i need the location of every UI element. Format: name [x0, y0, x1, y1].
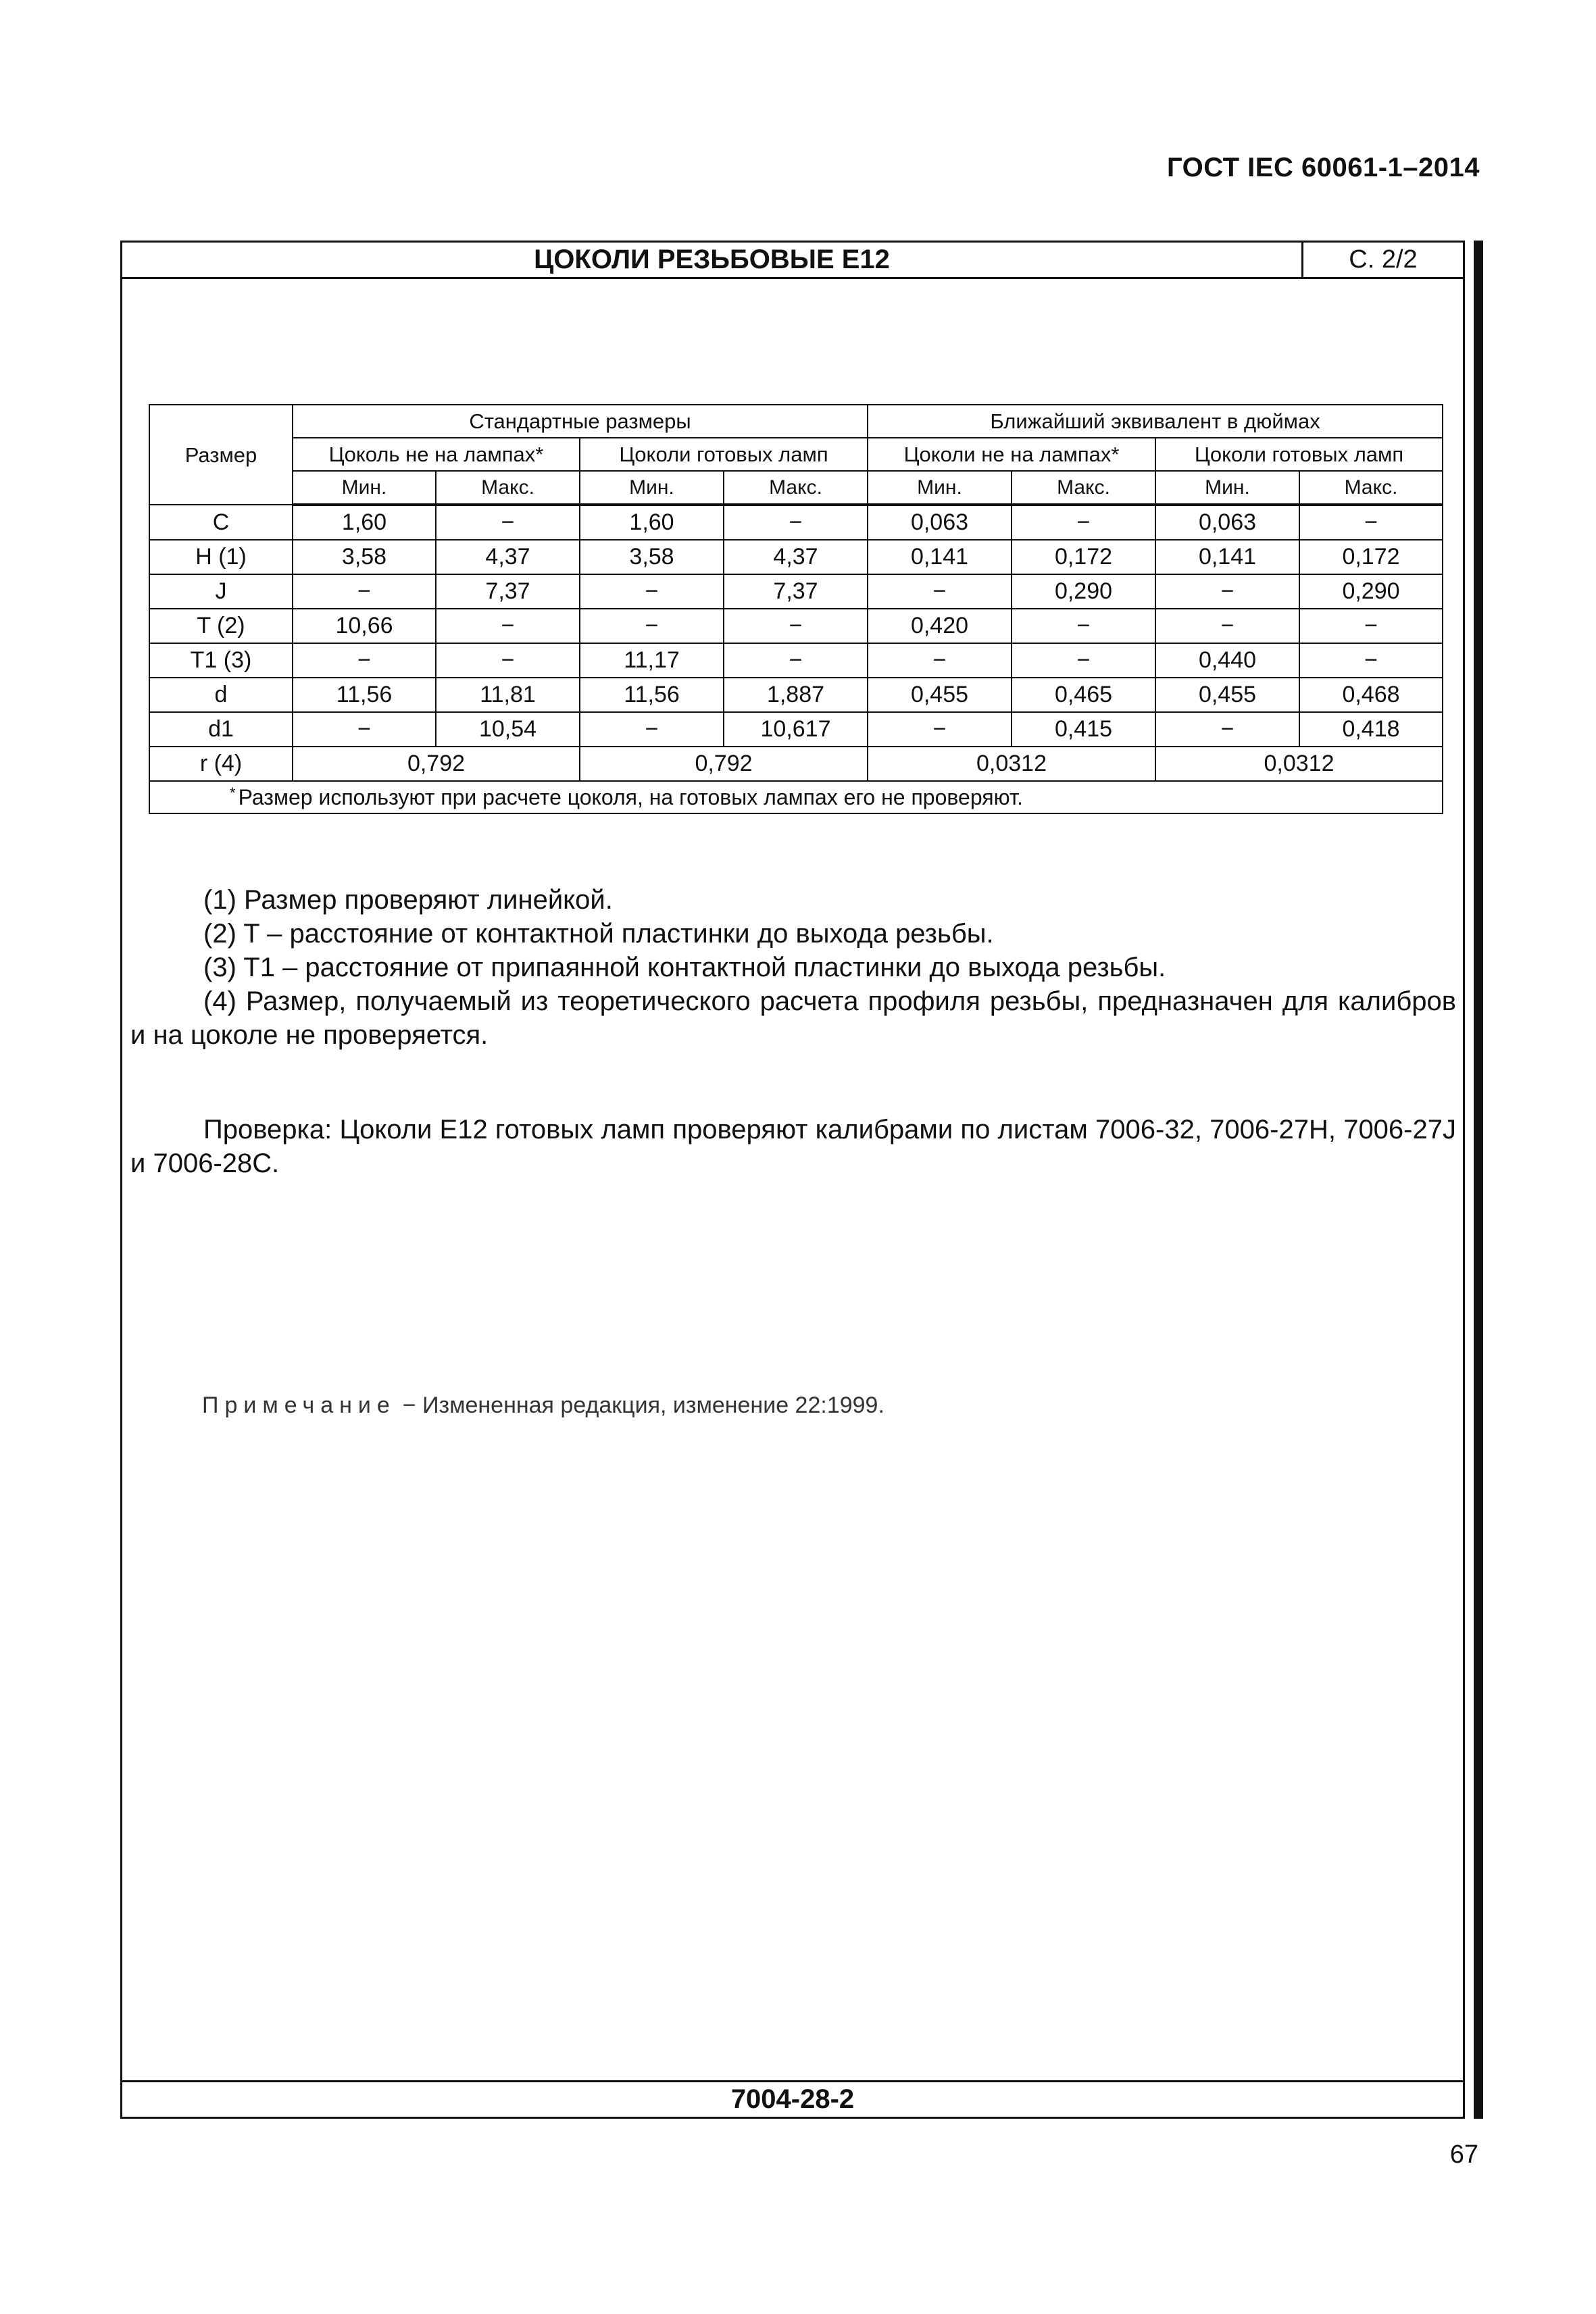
table-cell: T1 (3) — [149, 643, 293, 678]
table-row — [149, 609, 1443, 643]
table-cell: − — [868, 574, 1012, 609]
table-cell: 0,063 — [868, 505, 1012, 540]
sheet-frame — [120, 241, 1465, 2119]
table-row — [149, 643, 1443, 678]
table-cell: − — [1155, 574, 1299, 609]
table-cell: 0,465 — [1012, 678, 1155, 712]
table-cell: − — [724, 505, 868, 540]
table-body — [149, 505, 1443, 747]
table-cell: − — [868, 643, 1012, 678]
table-cell: − — [1012, 609, 1155, 643]
table-cell: − — [436, 505, 580, 540]
table-cell: 0,172 — [1299, 540, 1443, 574]
table-header-row-subgroups — [149, 438, 1443, 471]
table-cell: 4,37 — [724, 540, 868, 574]
footnote-text: Размер используют при расчете цоколя, на готовых лампах его не проверяют. — [238, 785, 1023, 809]
sheet-title: ЦОКОЛИ РЕЗЬБОВЫЕ E12 — [122, 243, 1303, 277]
table-cell: d1 — [149, 712, 293, 747]
table-cell: H (1) — [149, 540, 293, 574]
document-standard-header: ГОСТ IEC 60061-1–2014 — [1166, 153, 1480, 182]
table-cell: − — [436, 643, 580, 678]
max-header: Макс. — [724, 471, 868, 505]
table-header-row-groups — [149, 405, 1443, 438]
table-cell: 0,792 — [580, 747, 868, 781]
table-cell: 0,420 — [868, 609, 1012, 643]
min-header: Мин. — [868, 471, 1012, 505]
note-item: (1) Размер проверяют линейкой. — [203, 885, 613, 915]
table-cell: − — [724, 643, 868, 678]
table-cell: 1,60 — [580, 505, 724, 540]
table-cell: T (2) — [149, 609, 293, 643]
table-cell: − — [868, 712, 1012, 747]
caps-finished-lamps-inch-header: Цоколи готовых ламп — [1155, 438, 1443, 471]
table-cell: 0,172 — [1012, 540, 1155, 574]
min-header: Мин. — [580, 471, 724, 505]
table-cell: − — [293, 574, 436, 609]
table-cell: − — [436, 609, 580, 643]
standard-sizes-header: Стандартные размеры — [293, 405, 868, 438]
table-cell: 0,418 — [1299, 712, 1443, 747]
table-cell: 0,440 — [1155, 643, 1299, 678]
table-cell: − — [724, 609, 868, 643]
min-header: Мин. — [1155, 471, 1299, 505]
table-cell: 3,58 — [580, 540, 724, 574]
table-cell: r (4) — [149, 747, 293, 781]
table-cell: − — [580, 574, 724, 609]
table-footnote-row — [149, 781, 1443, 813]
table-cell: 0,290 — [1299, 574, 1443, 609]
change-note-label: Примечание — [202, 1392, 396, 1418]
table-cell: 10,66 — [293, 609, 436, 643]
max-header: Макс. — [436, 471, 580, 505]
table-cell: 0,455 — [868, 678, 1012, 712]
table-cell: − — [293, 643, 436, 678]
table-row — [149, 505, 1443, 540]
sheet-number: 7004-28-2 — [122, 2080, 1463, 2117]
min-header: Мин. — [293, 471, 436, 505]
table-cell: 7,37 — [724, 574, 868, 609]
table-cell: − — [1299, 505, 1443, 540]
table-cell: C — [149, 505, 293, 540]
table-cell: − — [1299, 643, 1443, 678]
table-cell: 4,37 — [436, 540, 580, 574]
table-cell: 0,415 — [1012, 712, 1155, 747]
verification-paragraph: Проверка: Цоколи E12 готовых ламп проверяют калибрами по листам 7006-32, 7006-27H, 7006-27J и 7006-28C. — [130, 1115, 1456, 1178]
table-cell: 7,37 — [436, 574, 580, 609]
inch-equivalent-header: Ближайший эквивалент в дюймах — [868, 405, 1443, 438]
table-cell: 0,468 — [1299, 678, 1443, 712]
change-note-text: − Измененная редакция, изменение 22:1999. — [402, 1392, 884, 1418]
footnote-mark: * — [230, 784, 236, 801]
table-cell: 11,56 — [293, 678, 436, 712]
table-cell: 0,063 — [1155, 505, 1299, 540]
table-row — [149, 678, 1443, 712]
max-header: Макс. — [1299, 471, 1443, 505]
change-note — [202, 1392, 884, 1419]
table-cell: − — [293, 712, 436, 747]
table-cell: 0,141 — [1155, 540, 1299, 574]
caps-finished-lamps-header: Цоколи готовых ламп — [580, 438, 868, 471]
table-cell: 11,56 — [580, 678, 724, 712]
table-cell: 0,455 — [1155, 678, 1299, 712]
sheet-title-row — [122, 243, 1463, 279]
sheet-page-ref: С. 2/2 — [1349, 245, 1418, 274]
dimensions-table — [149, 404, 1443, 814]
caps-not-on-lamps-header: Цоколь не на лампах* — [293, 438, 580, 471]
table-cell: − — [580, 609, 724, 643]
table-cell: − — [1012, 643, 1155, 678]
table-cell: 10,617 — [724, 712, 868, 747]
table-cell: − — [1155, 712, 1299, 747]
table-cell: 0,290 — [1012, 574, 1155, 609]
table-cell: J — [149, 574, 293, 609]
table-cell: − — [1299, 609, 1443, 643]
table-cell: − — [580, 712, 724, 747]
numbered-notes — [130, 883, 1456, 1052]
table-row — [149, 540, 1443, 574]
table-footnote — [149, 781, 1443, 813]
table-cell: 11,81 — [436, 678, 580, 712]
table-cell: − — [1012, 505, 1155, 540]
table-cell: 1,887 — [724, 678, 868, 712]
table-cell: − — [1155, 609, 1299, 643]
caps-not-on-lamps-inch-header: Цоколи не на лампах* — [868, 438, 1155, 471]
table-cell: 10,54 — [436, 712, 580, 747]
max-header: Макс. — [1012, 471, 1155, 505]
table-cell: 0,0312 — [1155, 747, 1443, 781]
table-row-r — [149, 747, 1443, 781]
table-cell: 1,60 — [293, 505, 436, 540]
table-header-row-minmax — [149, 471, 1443, 505]
table-cell: 0,792 — [293, 747, 580, 781]
note-item: (3) T1 – расстояние от припаянной контактной пластинки до выхода резьбы. — [203, 953, 1166, 982]
size-column-header: Размер — [149, 405, 293, 505]
table-row — [149, 574, 1443, 609]
table-cell: 0,141 — [868, 540, 1012, 574]
frame-edge-bar — [1474, 241, 1483, 2119]
page-number: 67 — [1449, 2140, 1478, 2169]
note-item: (2) T – расстояние от контактной пластинки до выхода резьбы. — [203, 919, 994, 949]
table-cell: 0,0312 — [868, 747, 1155, 781]
table-cell: 3,58 — [293, 540, 436, 574]
table-cell: 11,17 — [580, 643, 724, 678]
note-item: (4) Размер, получаемый из теоретического расчета профиля резьбы, предназначен для калибров и на цоколе не проверяется. — [130, 986, 1456, 1050]
table-cell: d — [149, 678, 293, 712]
table-row — [149, 712, 1443, 747]
